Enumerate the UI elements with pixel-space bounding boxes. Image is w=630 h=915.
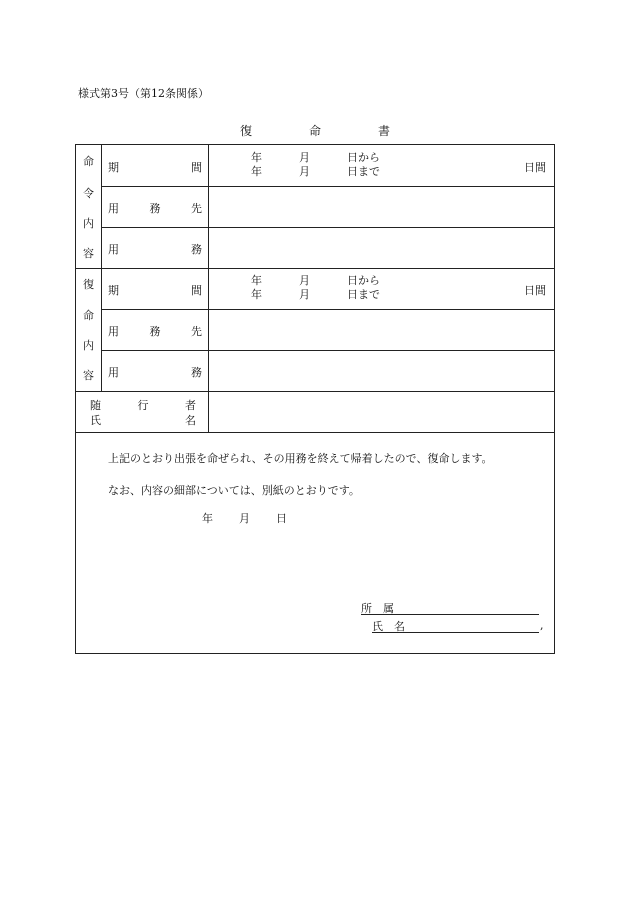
date-part: 年 xyxy=(251,165,262,178)
label-char: 務 xyxy=(149,202,161,215)
title-char: 書 xyxy=(377,124,390,138)
label-char: 先 xyxy=(191,202,202,215)
label-char: 務 xyxy=(149,325,161,338)
date-part: 日から xyxy=(347,151,380,164)
label-char: 行 xyxy=(137,399,149,412)
report-date-range xyxy=(251,274,396,302)
date-part: 日 xyxy=(276,512,287,525)
statement-line1: 上記のとおり出張を命ぜられ、その用務を終えて帰着したので、復命します。 xyxy=(108,452,493,465)
statement-date xyxy=(202,510,287,526)
statement-line2: なお、内容の細部については、別紙のとおりです。 xyxy=(108,484,360,497)
label-char: 用 xyxy=(108,202,119,215)
label-char: 用 xyxy=(108,366,119,379)
date-part: 月 xyxy=(239,512,250,525)
date-part: 年 xyxy=(251,274,262,287)
divider xyxy=(101,227,555,228)
date-part: 月 xyxy=(299,165,310,178)
report-side-char: 命 xyxy=(83,309,94,322)
report-period-label xyxy=(108,282,202,298)
report-days-label: 日間 xyxy=(524,284,546,297)
date-part: 日まで xyxy=(347,288,380,301)
label-char: 氏 xyxy=(90,414,101,427)
order-date-range xyxy=(251,151,396,179)
report-side-char: 内 xyxy=(83,339,94,352)
order-period-label xyxy=(108,159,202,175)
label-char: 期 xyxy=(108,161,119,174)
date-part: 年 xyxy=(202,512,213,525)
label-char: 務 xyxy=(191,243,202,256)
report-side-char: 復 xyxy=(83,278,94,291)
order-side-char: 容 xyxy=(83,247,94,260)
companion-label-line2 xyxy=(90,412,196,428)
report-business-label xyxy=(108,364,202,380)
label-char: 間 xyxy=(191,161,202,174)
divider xyxy=(101,309,555,310)
divider xyxy=(76,268,555,269)
title-char: 復 xyxy=(240,124,253,138)
label-char: 用 xyxy=(108,325,119,338)
divider xyxy=(101,145,102,391)
trailing-comma: , xyxy=(540,619,544,632)
label-char: 名 xyxy=(185,414,196,427)
label-char: 期 xyxy=(108,284,119,297)
order-side-char: 内 xyxy=(83,217,94,230)
label-char: 者 xyxy=(185,399,196,412)
order-side-char: 令 xyxy=(83,187,94,200)
document-title xyxy=(240,122,390,139)
form-number: 様式第3号（第12条関係） xyxy=(78,87,209,100)
affiliation-field[interactable] xyxy=(361,600,539,615)
date-part: 月 xyxy=(299,274,310,287)
label-char: 間 xyxy=(191,284,202,297)
divider xyxy=(208,145,209,432)
date-part: 年 xyxy=(251,288,262,301)
order-business-label xyxy=(108,241,202,257)
date-part: 日から xyxy=(347,274,380,287)
companion-label-line1 xyxy=(90,397,196,413)
label-char: 随 xyxy=(90,399,101,412)
title-char: 命 xyxy=(308,124,321,138)
date-part: 日まで xyxy=(347,165,380,178)
divider xyxy=(101,186,555,187)
divider xyxy=(76,432,555,433)
date-part: 月 xyxy=(299,288,310,301)
label-char: 用 xyxy=(108,243,119,256)
report-form xyxy=(75,144,555,654)
order-destination-label xyxy=(108,200,202,216)
date-part: 年 xyxy=(251,151,262,164)
order-side-char: 命 xyxy=(83,155,94,168)
divider xyxy=(101,350,555,351)
affiliation-label: 所 属 xyxy=(361,602,394,615)
report-side-char: 容 xyxy=(83,369,94,382)
name-field[interactable] xyxy=(372,618,539,633)
name-label: 氏 名 xyxy=(372,620,405,633)
label-char: 務 xyxy=(191,366,202,379)
date-part: 月 xyxy=(299,151,310,164)
label-char: 先 xyxy=(191,325,202,338)
report-destination-label xyxy=(108,323,202,339)
divider xyxy=(76,391,555,392)
order-days-label: 日間 xyxy=(524,161,546,174)
